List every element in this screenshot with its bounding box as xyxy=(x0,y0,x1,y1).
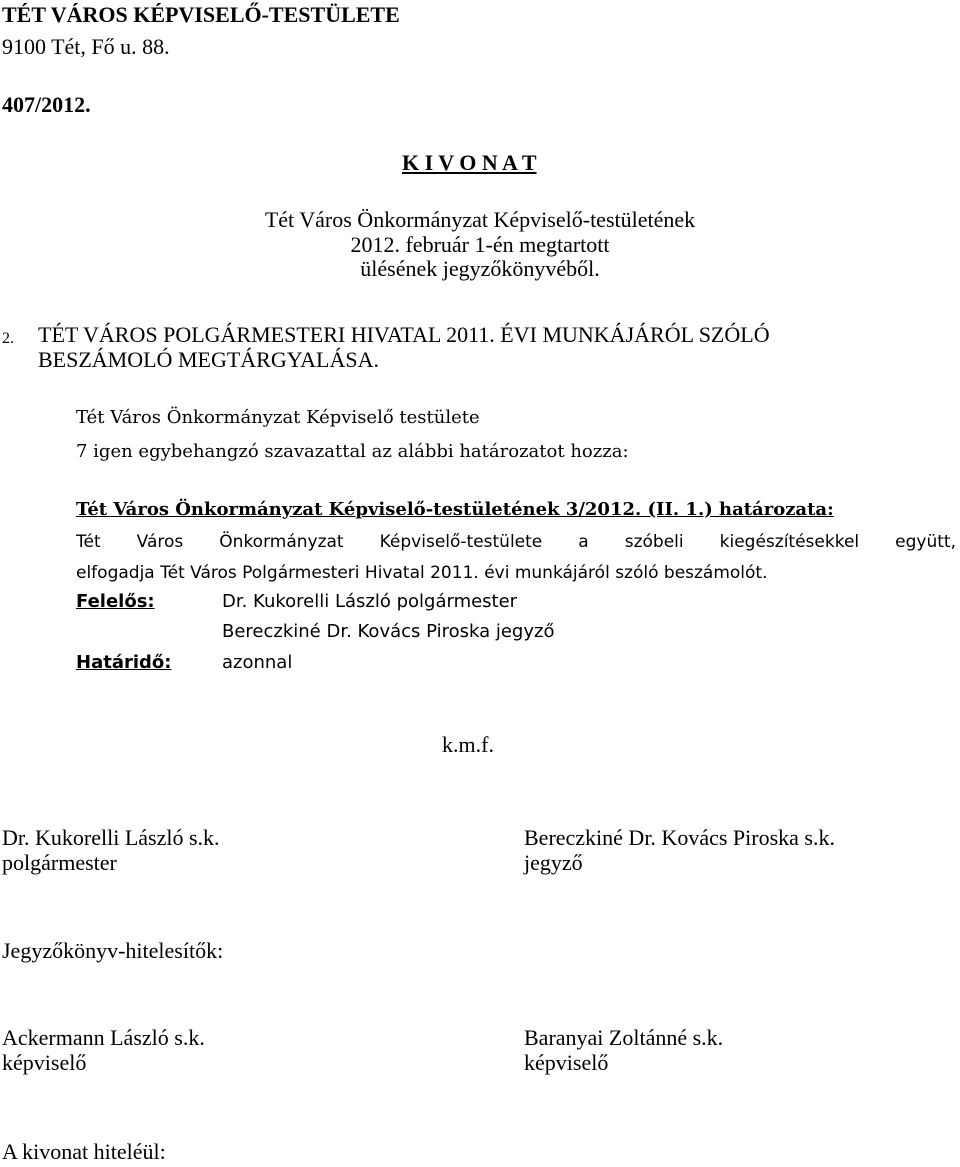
title-line-3: ülésének jegyzőkönyvéből. xyxy=(360,256,600,281)
authenticator-1-name: Ackermann László s.k. xyxy=(2,1025,205,1050)
kmf-label: k.m.f. xyxy=(442,732,494,757)
mayor-signature-name: Dr. Kukorelli László s.k. xyxy=(2,825,220,850)
resolution-body-line-2: elfogadja Tét Város Polgármesteri Hivatal 2011. évi munkájáról szóló beszámolót. xyxy=(76,563,768,583)
resolution-title: Tét Város Önkormányzat Képviselő-testületének 3/2012. (II. 1.) határozata: xyxy=(76,499,834,520)
document-heading: K I V O N A T xyxy=(402,150,537,175)
notary-signature-name: Bereczkiné Dr. Kovács Piroska s.k. xyxy=(524,825,835,850)
title-line-1: Tét Város Önkormányzat Képviselő-testületének xyxy=(264,207,696,232)
council-address: 9100 Tét, Fő u. 88. xyxy=(2,34,170,59)
vote-line-2: 7 igen egybehangzó szavazattal az alábbi határozatot hozza: xyxy=(76,441,629,462)
agenda-title-line-2: BESZÁMOLÓ MEGTÁRGYALÁSA. xyxy=(38,347,380,372)
deadline-label: Határidő: xyxy=(76,652,172,673)
responsible-person-2: Bereczkiné Dr. Kovács Piroska jegyző xyxy=(222,621,555,642)
reference-number: 407/2012. xyxy=(2,92,91,117)
notary-signature-title: jegyző xyxy=(524,850,583,875)
footer-certification-label: A kivonat hiteléül: xyxy=(2,1139,166,1164)
authenticator-2-title: képviselő xyxy=(524,1050,609,1075)
agenda-title-line-1: TÉT VÁROS POLGÁRMESTERI HIVATAL 2011. ÉVI MUNKÁJÁRÓL SZÓLÓ xyxy=(38,322,770,347)
responsible-person-1: Dr. Kukorelli László polgármester xyxy=(222,591,518,612)
agenda-number: 2. xyxy=(2,330,14,347)
mayor-signature-title: polgármester xyxy=(2,850,117,875)
vote-line-1: Tét Város Önkormányzat Képviselő testülete xyxy=(76,407,480,428)
authenticators-label: Jegyzőkönyv-hitelesítők: xyxy=(2,938,224,963)
authenticator-1-title: képviselő xyxy=(2,1050,87,1075)
authenticator-2-name: Baranyai Zoltánné s.k. xyxy=(524,1025,724,1050)
deadline-value: azonnal xyxy=(222,652,293,673)
council-name: TÉT VÁROS KÉPVISELŐ-TESTÜLETE xyxy=(2,2,400,27)
resolution-body-line-1: Tét Város Önkormányzat Képviselő-testülete a szóbeli kiegészítésekkel együtt, xyxy=(76,532,956,552)
responsible-label: Felelős: xyxy=(76,591,155,612)
title-line-2: 2012. február 1-én megtartott xyxy=(350,232,610,257)
